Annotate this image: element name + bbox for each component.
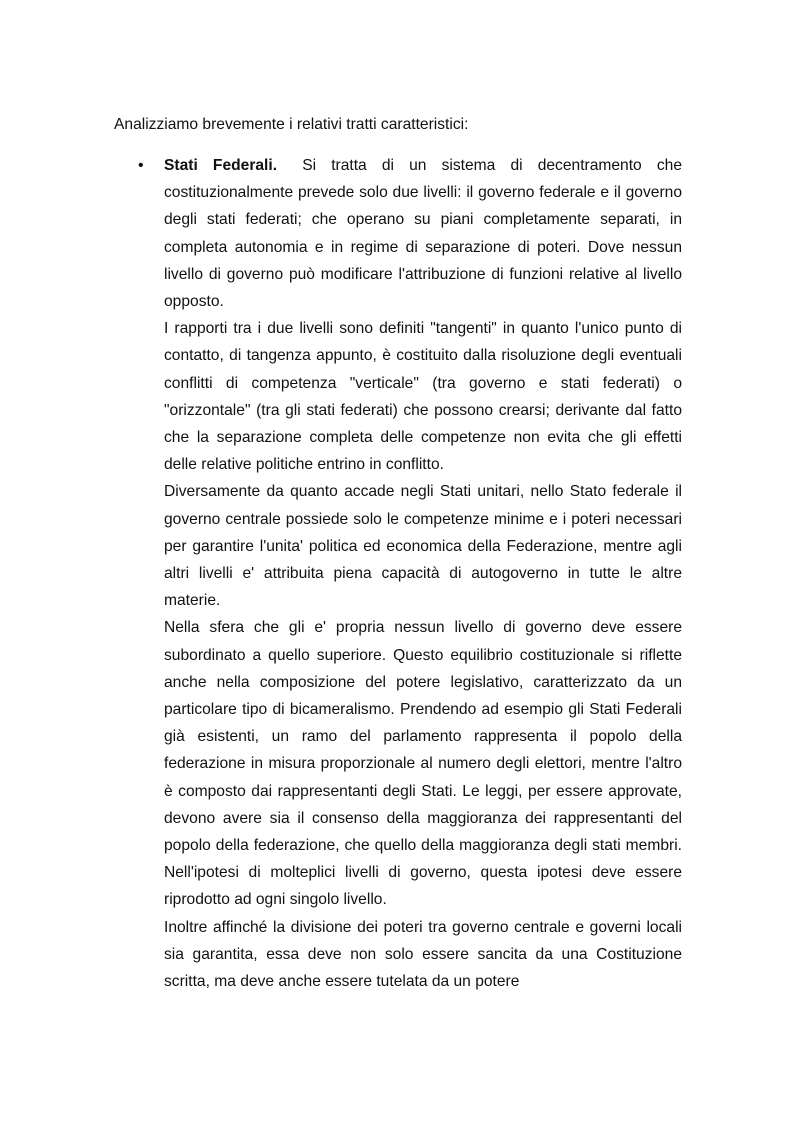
paragraph: Inoltre affinché la divisione dei poteri tra governo centrale e governi locali sia garantita, essa deve non solo essere sancita da una Costituzione scritta, ma deve anche essere tutelata da un potere [164, 918, 682, 991]
paragraph: Diversamente da quanto accade negli Stati unitari, nello Stato federale il governo centrale possiede solo le competenze minime e i poteri necessari per garantire l'unita' politica ed economica della Federazione, mentre agli altri livelli e' attribuita piena capacità di autogoverno in tutte le altre materie. [164, 483, 682, 610]
bullet-content [164, 152, 682, 995]
paragraph: Nella sfera che gli e' propria nessun livello di governo deve essere subordinato a quello superiore. Questo equilibrio costituzionale si riflette anche nella composizione del potere legislativo, caratterizzato da un particolare tipo di bicameralismo. Prendendo ad esempio gli Stati Federali già esistenti, un ramo del parlamento rappresenta il popolo della federazione in misura proporzionale al numero degli elettori, mentre l'altro è composto dai rappresentanti degli Stati. Le leggi, per essere approvate, devono avere sia il consenso della maggioranza dei rappresentanti del popolo della federazione, che quello della maggioranza degli stati membri. Nell'ipotesi di molteplici livelli di governo, questa ipotesi deve essere riprodotto ad ogni singolo livello. [164, 619, 682, 909]
paragraph [164, 152, 682, 315]
bullet-point: • [138, 157, 144, 174]
paragraph: I rapporti tra i due livelli sono definiti "tangenti" in quanto l'unico punto di contatto, di tangenza appunto, è costituito dalla risoluzione degli eventuali conflitti di competenza "verticale" (tra governo e stati federati) o "orizzontale" (tra gli stati federati) che possono crearsi; derivante dal fatto che la separazione completa delle competenze non evita che gli effetti delle relative politiche entrino in conflitto. [164, 320, 682, 474]
intro-text: Analizziamo brevemente i relativi tratti caratteristici: [114, 116, 469, 133]
item-heading: Stati Federali. [164, 157, 278, 174]
paragraph-text: Si tratta di un sistema di decentramento che costituzionalmente prevede solo due livelli: il governo federale e il governo degli stati federati; che operano su piani completamente separati, in completa autonomia e in regime di separazione di poteri. Dove nessun livello di governo può modificare l'attribuzione di funzioni relative al livello opposto. [164, 157, 682, 311]
